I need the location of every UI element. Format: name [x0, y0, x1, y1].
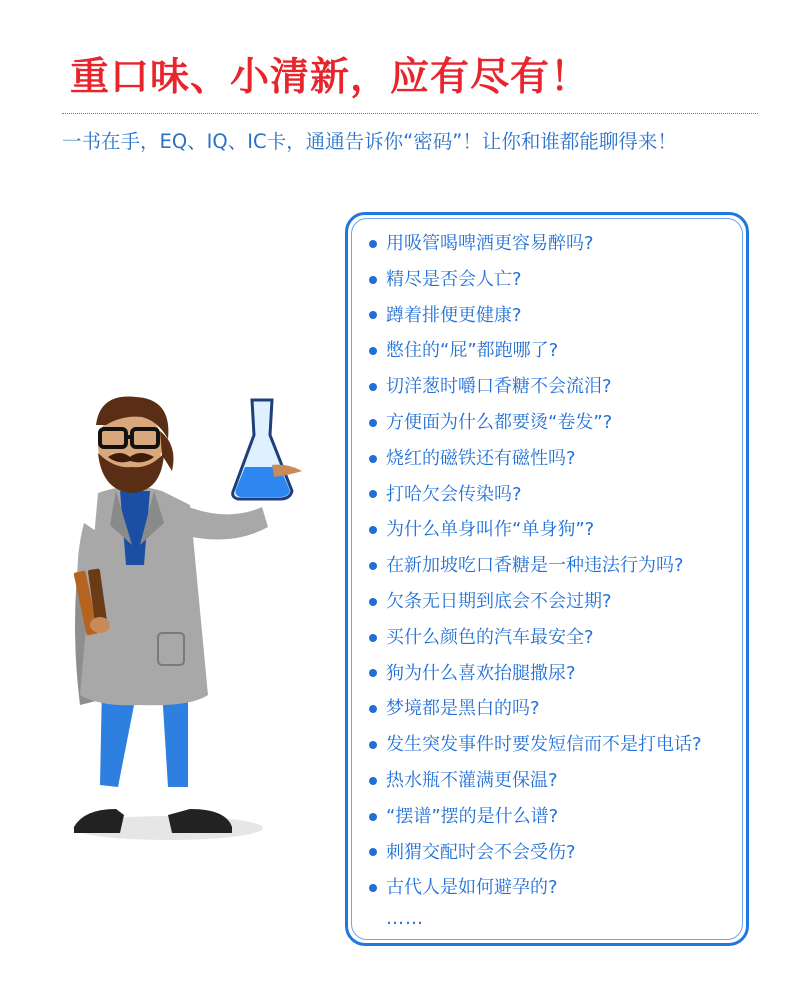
bullet-icon [369, 526, 377, 534]
bullet-icon [369, 777, 377, 785]
bullet-icon [369, 490, 377, 498]
question-text: “摆谱”摆的是什么谱? [386, 805, 559, 827]
bullet-icon [369, 884, 377, 892]
question-text: 梦境都是黑白的吗? [386, 698, 540, 720]
question-text: 买什么颜色的汽车最安全? [386, 626, 594, 648]
question-item [369, 799, 749, 835]
bullet-icon [369, 705, 377, 713]
question-item [369, 298, 749, 334]
bullet-icon [369, 383, 377, 391]
question-list [369, 226, 749, 906]
question-item [369, 512, 749, 548]
dotted-divider [62, 113, 758, 114]
bullet-icon [369, 634, 377, 642]
bullet-icon [369, 240, 377, 248]
question-item [369, 226, 749, 262]
question-text: 打哈欠会传染吗? [386, 483, 522, 505]
question-text: 狗为什么喜欢抬腿撒尿? [386, 662, 576, 684]
question-text: 在新加坡吃口香糖是一种违法行为吗? [386, 555, 684, 577]
question-item [369, 405, 749, 441]
question-item [369, 691, 749, 727]
question-text: 热水瓶不灌满更保温? [386, 769, 558, 791]
question-text: 用吸管喝啤酒更容易醉吗? [386, 233, 594, 254]
question-text: 烧红的磁铁还有磁性吗? [386, 447, 576, 469]
question-text: 蹲着排便更健康? [386, 304, 522, 326]
bullet-icon [369, 347, 377, 355]
question-text: 方便面为什么都要烫“卷发”? [386, 411, 613, 433]
question-item [369, 835, 749, 871]
bullet-icon [369, 455, 377, 463]
question-text: 欠条无日期到底会不会过期? [386, 590, 612, 612]
question-item [369, 477, 749, 513]
question-item [369, 441, 749, 477]
question-item [369, 333, 749, 369]
bullet-icon [369, 419, 377, 427]
page-subtitle: 一书在手，EQ、IQ、IC卡，通通告诉你“密码”！让你和谁都能聊得来！ [62, 130, 677, 153]
bullet-icon [369, 848, 377, 856]
list-ellipsis: …… [386, 908, 424, 929]
question-item [369, 763, 749, 799]
bullet-icon [369, 813, 377, 821]
bullet-icon [369, 598, 377, 606]
bullet-icon [369, 562, 377, 570]
question-text: 精尽是否会人亡? [386, 268, 522, 290]
question-text: 发生突发事件时要发短信而不是打电话? [386, 734, 702, 756]
bullet-icon [369, 276, 377, 284]
question-item [369, 584, 749, 620]
question-item [369, 369, 749, 405]
bullet-icon [369, 311, 377, 319]
page-headline: 重口味、小清新，应有尽有！ [70, 55, 591, 100]
question-item [369, 656, 749, 692]
question-text: 刺猬交配时会不会受伤? [386, 841, 576, 863]
question-text: 憋住的“屁”都跑哪了? [386, 340, 559, 362]
question-item [369, 727, 749, 763]
bullet-icon [369, 669, 377, 677]
question-text: 为什么单身叫作“单身狗”? [386, 519, 595, 541]
bullet-icon [369, 741, 377, 749]
question-item [369, 870, 749, 906]
scientist-illustration [40, 395, 330, 855]
question-item [369, 262, 749, 298]
question-item [369, 548, 749, 584]
question-text: 古代人是如何避孕的? [386, 877, 558, 899]
question-item [369, 620, 749, 656]
question-text: 切洋葱时嚼口香糖不会流泪? [386, 376, 612, 398]
